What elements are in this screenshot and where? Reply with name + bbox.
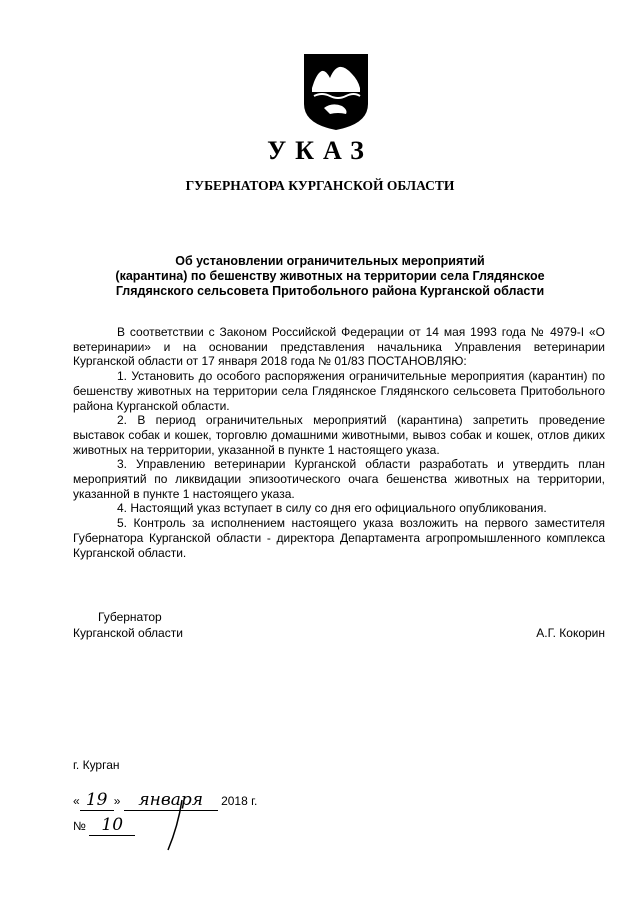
body-paragraph: В соответствии с Законом Российской Федерации от 14 мая 1993 года № 4979-I «О ветеринарии» и на основании представления начальника Управления ветеринарии Курганской области от 17 января 2018 года № 01/83 ПОСТАНОВЛЯЮ: bbox=[73, 325, 605, 369]
signatory-region: Курганской области bbox=[73, 626, 183, 640]
handwritten-day: 19 bbox=[85, 790, 108, 810]
signatory-name: А.Г. Кокорин bbox=[536, 626, 605, 640]
document-number bbox=[73, 815, 135, 836]
body-paragraph: 1. Установить до особого распоряжения ограничительные мероприятия (карантин) по бешенству животных на территории села Глядянское Глядянского сельсовета Притобольного района Курганской области. bbox=[73, 369, 605, 413]
signature-stroke-icon bbox=[160, 798, 190, 858]
body-paragraph: 5. Контроль за исполнением настоящего указа возложить на первого заместителя Губернатора Курганской области - директора Департамента агропромышленного комплекса Курганской области. bbox=[73, 516, 605, 560]
document-title: УКАЗ bbox=[267, 136, 373, 165]
heading-line: (карантина) по бешенству животных на территории села Глядянское bbox=[115, 269, 545, 283]
decree-body bbox=[73, 325, 605, 560]
body-paragraph: 2. В период ограничительных мероприятий (карантина) запретить проведение выставок собак и кошек, торговлю домашними животными, вывоз собак и кошек, отлов диких животных на территории, указанной в пункте 1 настоящего указа. bbox=[73, 413, 605, 457]
body-paragraph: 3. Управлению ветеринарии Курганской области разработать и утвердить план мероприятий по ликвидации эпизоотического очага бешенства животных на территории, указанной в пункте 1 настоящего указа. bbox=[73, 457, 605, 501]
handwritten-month: января bbox=[138, 790, 204, 810]
issue-city: г. Курган bbox=[73, 758, 120, 772]
document-subtitle: ГУБЕРНАТОРА КУРГАНСКОЙ ОБЛАСТИ bbox=[185, 178, 455, 193]
quote-close: » bbox=[113, 794, 121, 808]
kurgan-region-coat-of-arms-icon bbox=[302, 52, 370, 132]
handwritten-number: 10 bbox=[101, 815, 124, 835]
issue-year: 2018 г. bbox=[221, 794, 258, 808]
number-label: № bbox=[73, 819, 86, 833]
decree-heading bbox=[60, 254, 600, 299]
heading-line: Глядянского сельсовета Притобольного района Курганской области bbox=[115, 284, 545, 298]
body-paragraph: 4. Настоящий указ вступает в силу со дня его официального опубликования. bbox=[117, 501, 547, 516]
signatory-title: Губернатор bbox=[98, 610, 162, 624]
heading-line: Об установлении ограничительных мероприятий bbox=[175, 254, 485, 268]
quote-open: « bbox=[73, 794, 80, 808]
